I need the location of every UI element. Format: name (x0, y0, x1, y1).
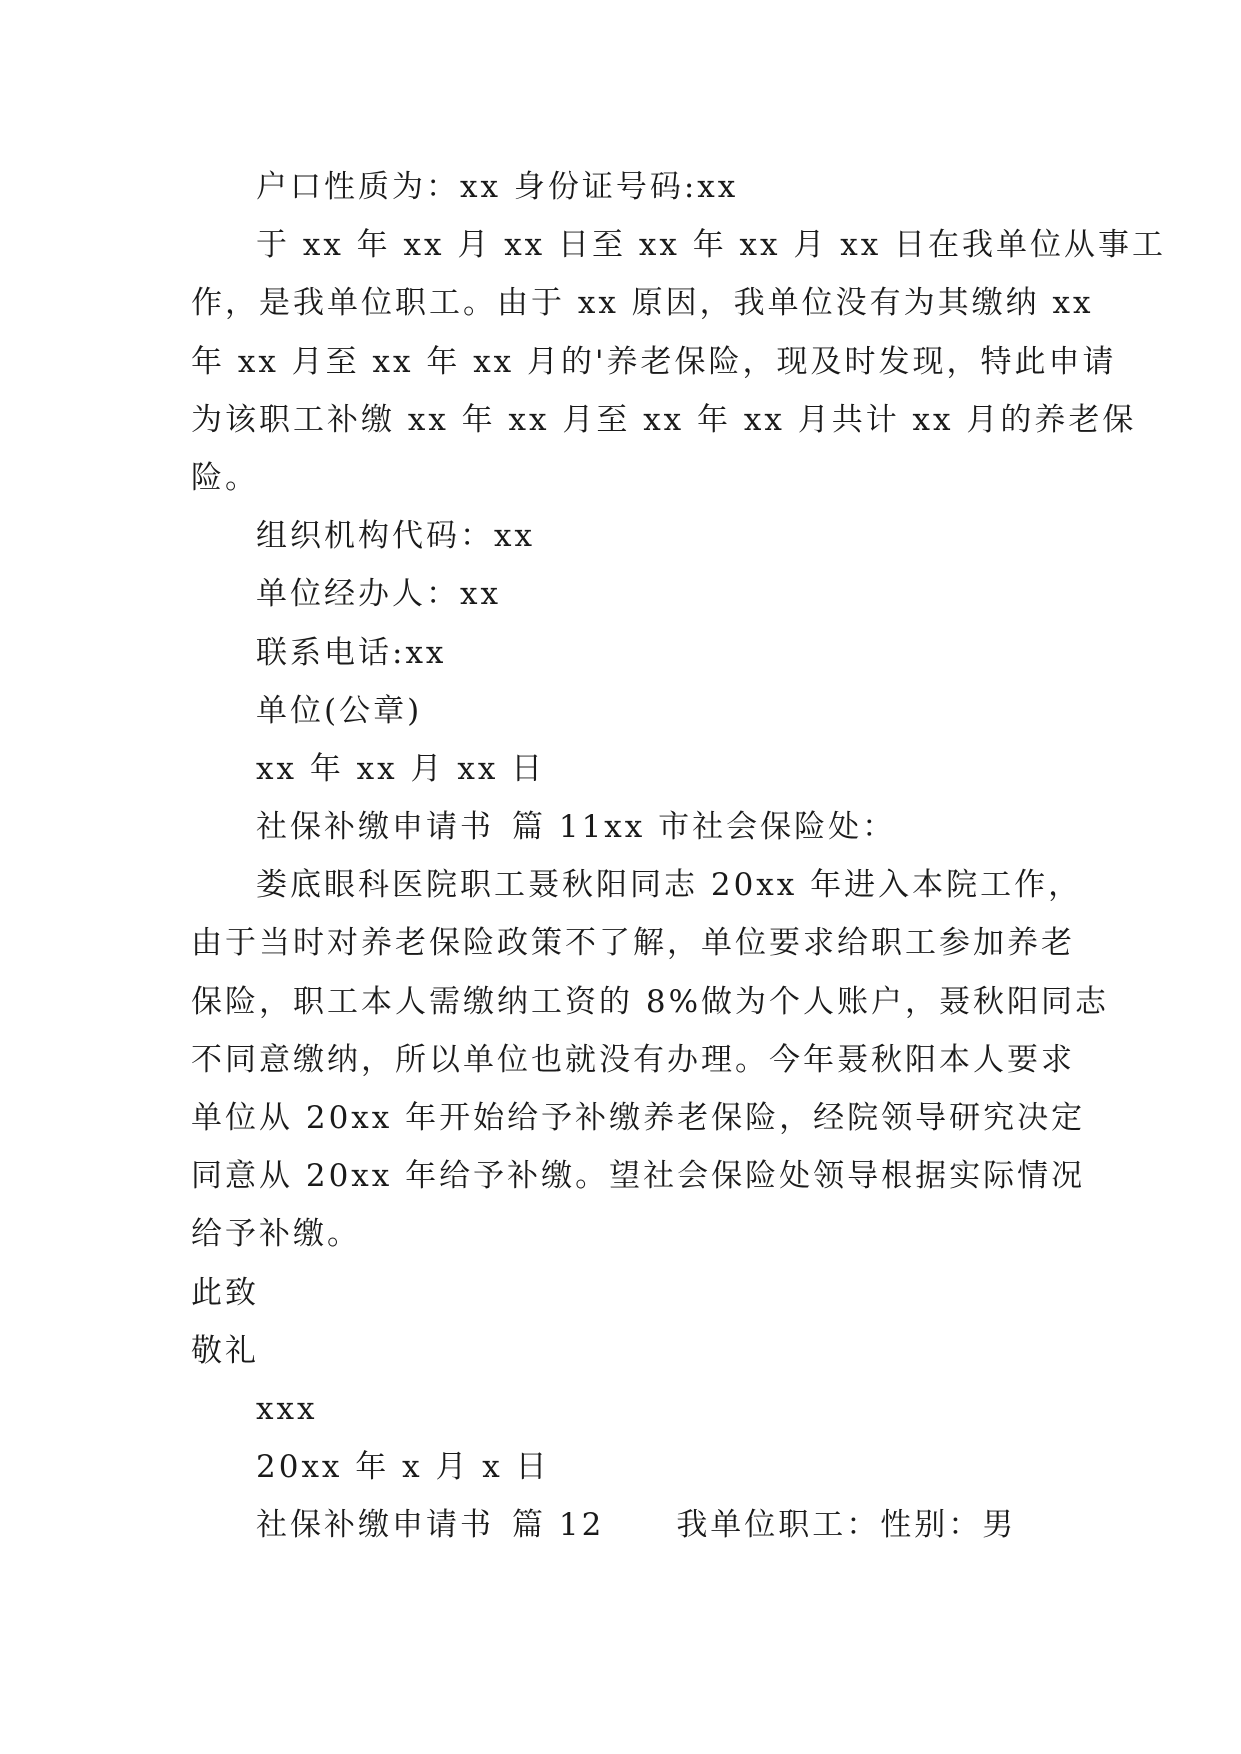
paragraph-household-id: 户口性质为：xx 身份证号码:xx (256, 169, 739, 205)
paragraph-request-line-7: 给予补缴。 (191, 1216, 361, 1253)
paragraph-employment-line-4: 为该职工补缴 xx 年 xx 月至 xx 年 xx 月共计 xx 月的养老保 (191, 401, 1137, 438)
paragraph-request-line-2: 由于当时对养老保险政策不了解，单位要求给职工参加养老 (191, 925, 1075, 962)
paragraph-employment-line-3: 年 xx 月至 xx 年 xx 月的'养老保险，现及时发现，特此申请 (191, 343, 1117, 380)
paragraph-request-line-6: 同意从 20xx 年给予补缴。望社会保险处领导根据实际情况 (191, 1158, 1086, 1195)
closing-salutation: 此致 (191, 1274, 259, 1311)
org-code-line: 组织机构代码：xx (256, 518, 535, 555)
paragraph-employment-line-5: 险。 (191, 459, 259, 496)
section-title-11-heading: 篇 11xx 市社会保险处： (512, 809, 897, 846)
phone-line: 联系电话:xx (256, 634, 447, 671)
date-line-2: 20xx 年 x 月 x 日 (256, 1449, 550, 1486)
paragraph-employment-line-1: 于 xx 年 xx 月 xx 日至 xx 年 xx 月 xx 日在我单位从事工 (256, 227, 1167, 264)
paragraph-request-line-3: 保险，职工本人需缴纳工资的 8%做为个人账户，聂秋阳同志 (191, 983, 1110, 1020)
paragraph-request-line-5: 单位从 20xx 年开始给予补缴养老保险，经院领导研究决定 (191, 1100, 1086, 1136)
document-body (191, 158, 1167, 1555)
section-title-11-name: 社保补缴申请书 (256, 809, 494, 846)
seal-line: 单位(公章) (256, 692, 423, 729)
section-title-12 (191, 1496, 1061, 1554)
date-line-1: xx 年 xx 月 xx 日 (256, 750, 546, 787)
closing-regards: 敬礼 (191, 1332, 259, 1369)
section-title-12-heading: 我单位职工：性别：男 (676, 1507, 1017, 1544)
paragraph-employment-line-2: 作，是我单位职工。由于 xx 原因，我单位没有为其缴纳 xx (191, 285, 1094, 322)
signer-line: xxx (256, 1390, 318, 1427)
section-title-12-number: 篇 12 (512, 1507, 605, 1544)
paragraph-request-line-4: 不同意缴纳，所以单位也就没有办理。今年聂秋阳本人要求 (191, 1041, 1075, 1078)
agent-line: 单位经办人：xx (256, 576, 501, 613)
section-title-12-name: 社保补缴申请书 (256, 1507, 494, 1544)
section-title-11 (191, 798, 1061, 856)
paragraph-request-line-1: 娄底眼科医院职工聂秋阳同志 20xx 年进入本院工作， (256, 867, 1083, 904)
